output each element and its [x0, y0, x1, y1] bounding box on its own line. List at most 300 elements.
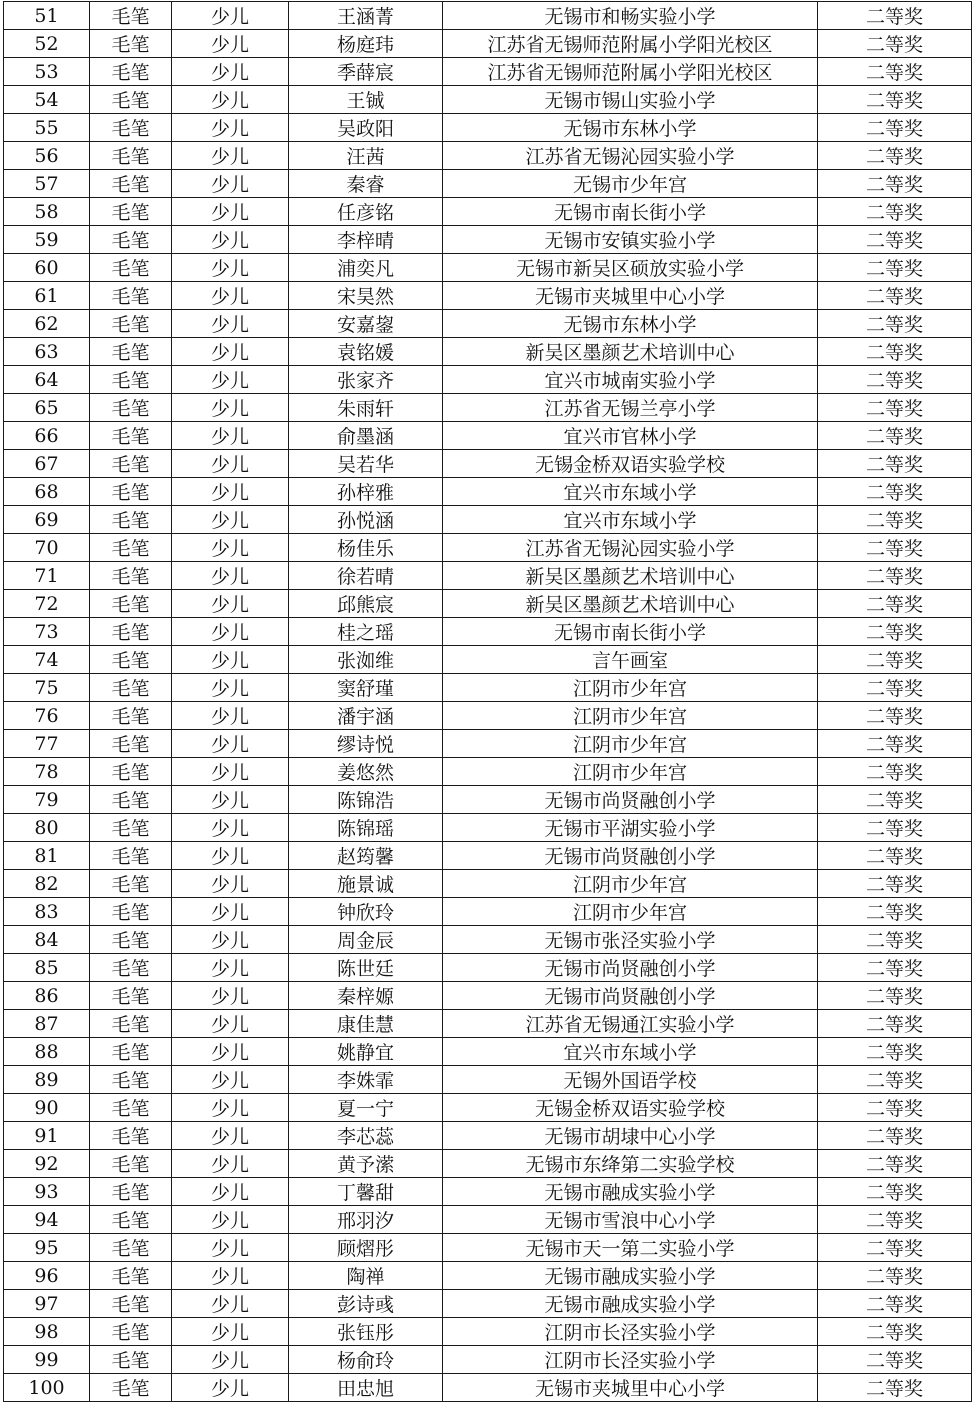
- name-cell: 赵筠馨: [289, 842, 443, 870]
- group-cell: 少儿: [172, 198, 289, 226]
- row-number: 97: [4, 1290, 90, 1318]
- category-cell: 毛笔: [90, 394, 172, 422]
- group-cell: 少儿: [172, 898, 289, 926]
- name-cell: 夏一宁: [289, 1094, 443, 1122]
- row-number: 68: [4, 478, 90, 506]
- award-cell: 二等奖: [818, 1346, 972, 1374]
- name-cell: 王涵菁: [289, 2, 443, 30]
- row-number: 86: [4, 982, 90, 1010]
- row-number: 69: [4, 506, 90, 534]
- group-cell: 少儿: [172, 1066, 289, 1094]
- name-cell: 王铖: [289, 86, 443, 114]
- table-row: [4, 618, 972, 646]
- row-number: 54: [4, 86, 90, 114]
- name-cell: 丁馨甜: [289, 1178, 443, 1206]
- group-cell: 少儿: [172, 674, 289, 702]
- award-cell: 二等奖: [818, 450, 972, 478]
- name-cell: 孙悦涵: [289, 506, 443, 534]
- name-cell: 孙梓雅: [289, 478, 443, 506]
- table-row: [4, 534, 972, 562]
- school-cell: 江阴市长泾实验小学: [443, 1318, 818, 1346]
- category-cell: 毛笔: [90, 506, 172, 534]
- category-cell: 毛笔: [90, 478, 172, 506]
- award-cell: 二等奖: [818, 870, 972, 898]
- row-number: 83: [4, 898, 90, 926]
- table-row: [4, 758, 972, 786]
- award-cell: 二等奖: [818, 674, 972, 702]
- category-cell: 毛笔: [90, 646, 172, 674]
- table-row: [4, 506, 972, 534]
- name-cell: 吴若华: [289, 450, 443, 478]
- group-cell: 少儿: [172, 1318, 289, 1346]
- table-row: [4, 646, 972, 674]
- category-cell: 毛笔: [90, 1094, 172, 1122]
- category-cell: 毛笔: [90, 1262, 172, 1290]
- table-row: [4, 394, 972, 422]
- award-cell: 二等奖: [818, 1206, 972, 1234]
- group-cell: 少儿: [172, 394, 289, 422]
- group-cell: 少儿: [172, 506, 289, 534]
- school-cell: 无锡市少年宫: [443, 170, 818, 198]
- group-cell: 少儿: [172, 1122, 289, 1150]
- table-row: [4, 1010, 972, 1038]
- table-row: [4, 254, 972, 282]
- award-cell: 二等奖: [818, 1038, 972, 1066]
- table-row: [4, 30, 972, 58]
- group-cell: 少儿: [172, 982, 289, 1010]
- group-cell: 少儿: [172, 366, 289, 394]
- name-cell: 安嘉鋆: [289, 310, 443, 338]
- row-number: 55: [4, 114, 90, 142]
- name-cell: 彭诗彧: [289, 1290, 443, 1318]
- row-number: 63: [4, 338, 90, 366]
- name-cell: 朱雨轩: [289, 394, 443, 422]
- award-cell: 二等奖: [818, 2, 972, 30]
- category-cell: 毛笔: [90, 170, 172, 198]
- name-cell: 浦奕凡: [289, 254, 443, 282]
- category-cell: 毛笔: [90, 534, 172, 562]
- row-number: 88: [4, 1038, 90, 1066]
- name-cell: 姚静宜: [289, 1038, 443, 1066]
- group-cell: 少儿: [172, 2, 289, 30]
- award-cell: 二等奖: [818, 1094, 972, 1122]
- name-cell: 张洳维: [289, 646, 443, 674]
- group-cell: 少儿: [172, 282, 289, 310]
- award-cell: 二等奖: [818, 1374, 972, 1402]
- award-cell: 二等奖: [818, 506, 972, 534]
- table-row: [4, 702, 972, 730]
- category-cell: 毛笔: [90, 1038, 172, 1066]
- award-cell: 二等奖: [818, 58, 972, 86]
- row-number: 78: [4, 758, 90, 786]
- category-cell: 毛笔: [90, 198, 172, 226]
- award-cell: 二等奖: [818, 142, 972, 170]
- award-cell: 二等奖: [818, 926, 972, 954]
- name-cell: 黄予潆: [289, 1150, 443, 1178]
- school-cell: 无锡市南长街小学: [443, 198, 818, 226]
- name-cell: 施景诚: [289, 870, 443, 898]
- school-cell: 无锡市新吴区硕放实验小学: [443, 254, 818, 282]
- award-cell: 二等奖: [818, 786, 972, 814]
- school-cell: 宜兴市东域小学: [443, 1038, 818, 1066]
- award-cell: 二等奖: [818, 30, 972, 58]
- school-cell: 无锡市胡埭中心小学: [443, 1122, 818, 1150]
- award-cell: 二等奖: [818, 282, 972, 310]
- table-row: [4, 842, 972, 870]
- name-cell: 汪茜: [289, 142, 443, 170]
- category-cell: 毛笔: [90, 1066, 172, 1094]
- category-cell: 毛笔: [90, 1374, 172, 1402]
- award-cell: 二等奖: [818, 562, 972, 590]
- table-row: [4, 478, 972, 506]
- award-cell: 二等奖: [818, 1290, 972, 1318]
- name-cell: 张家齐: [289, 366, 443, 394]
- award-cell: 二等奖: [818, 1234, 972, 1262]
- name-cell: 季薛宸: [289, 58, 443, 86]
- group-cell: 少儿: [172, 1094, 289, 1122]
- group-cell: 少儿: [172, 1038, 289, 1066]
- table-row: [4, 1290, 972, 1318]
- award-cell: 二等奖: [818, 618, 972, 646]
- award-cell: 二等奖: [818, 86, 972, 114]
- row-number: 72: [4, 590, 90, 618]
- group-cell: 少儿: [172, 702, 289, 730]
- group-cell: 少儿: [172, 562, 289, 590]
- name-cell: 钟欣玲: [289, 898, 443, 926]
- category-cell: 毛笔: [90, 1206, 172, 1234]
- school-cell: 无锡市融成实验小学: [443, 1178, 818, 1206]
- name-cell: 袁铭媛: [289, 338, 443, 366]
- name-cell: 宋昊然: [289, 282, 443, 310]
- school-cell: 无锡市夹城里中心小学: [443, 1374, 818, 1402]
- school-cell: 江阴市少年宫: [443, 702, 818, 730]
- row-number: 87: [4, 1010, 90, 1038]
- group-cell: 少儿: [172, 954, 289, 982]
- category-cell: 毛笔: [90, 982, 172, 1010]
- table-row: [4, 814, 972, 842]
- school-cell: 无锡市雪浪中心小学: [443, 1206, 818, 1234]
- award-cell: 二等奖: [818, 1066, 972, 1094]
- school-cell: 江阴市少年宫: [443, 674, 818, 702]
- school-cell: 江苏省无锡沁园实验小学: [443, 142, 818, 170]
- category-cell: 毛笔: [90, 618, 172, 646]
- table-row: [4, 58, 972, 86]
- school-cell: 无锡市尚贤融创小学: [443, 786, 818, 814]
- school-cell: 宜兴市城南实验小学: [443, 366, 818, 394]
- group-cell: 少儿: [172, 534, 289, 562]
- category-cell: 毛笔: [90, 1122, 172, 1150]
- category-cell: 毛笔: [90, 1150, 172, 1178]
- row-number: 90: [4, 1094, 90, 1122]
- category-cell: 毛笔: [90, 226, 172, 254]
- row-number: 51: [4, 2, 90, 30]
- school-cell: 江苏省无锡兰亭小学: [443, 394, 818, 422]
- name-cell: 任彦铭: [289, 198, 443, 226]
- row-number: 57: [4, 170, 90, 198]
- table-row: [4, 142, 972, 170]
- name-cell: 吴政阳: [289, 114, 443, 142]
- category-cell: 毛笔: [90, 450, 172, 478]
- school-cell: 无锡市东林小学: [443, 310, 818, 338]
- group-cell: 少儿: [172, 618, 289, 646]
- group-cell: 少儿: [172, 450, 289, 478]
- table-row: [4, 310, 972, 338]
- group-cell: 少儿: [172, 1010, 289, 1038]
- row-number: 99: [4, 1346, 90, 1374]
- table-row: [4, 786, 972, 814]
- row-number: 100: [4, 1374, 90, 1402]
- award-cell: 二等奖: [818, 1318, 972, 1346]
- group-cell: 少儿: [172, 1290, 289, 1318]
- school-cell: 新吴区墨颜艺术培训中心: [443, 562, 818, 590]
- school-cell: 无锡市和畅实验小学: [443, 2, 818, 30]
- name-cell: 陈世廷: [289, 954, 443, 982]
- group-cell: 少儿: [172, 730, 289, 758]
- school-cell: 无锡市融成实验小学: [443, 1290, 818, 1318]
- award-cell: 二等奖: [818, 898, 972, 926]
- group-cell: 少儿: [172, 786, 289, 814]
- award-cell: 二等奖: [818, 758, 972, 786]
- name-cell: 康佳慧: [289, 1010, 443, 1038]
- name-cell: 俞墨涵: [289, 422, 443, 450]
- row-number: 94: [4, 1206, 90, 1234]
- group-cell: 少儿: [172, 58, 289, 86]
- award-cell: 二等奖: [818, 1122, 972, 1150]
- row-number: 71: [4, 562, 90, 590]
- group-cell: 少儿: [172, 170, 289, 198]
- award-list-table: [3, 1, 972, 1402]
- name-cell: 杨庭玮: [289, 30, 443, 58]
- table-row: [4, 86, 972, 114]
- table-row: [4, 2, 972, 30]
- group-cell: 少儿: [172, 646, 289, 674]
- category-cell: 毛笔: [90, 1346, 172, 1374]
- row-number: 80: [4, 814, 90, 842]
- school-cell: 无锡市张泾实验小学: [443, 926, 818, 954]
- name-cell: 陈锦浩: [289, 786, 443, 814]
- table-row: [4, 1318, 972, 1346]
- school-cell: 无锡市锡山实验小学: [443, 86, 818, 114]
- group-cell: 少儿: [172, 310, 289, 338]
- row-number: 65: [4, 394, 90, 422]
- group-cell: 少儿: [172, 758, 289, 786]
- school-cell: 无锡市尚贤融创小学: [443, 954, 818, 982]
- school-cell: 宜兴市东域小学: [443, 478, 818, 506]
- school-cell: 无锡市尚贤融创小学: [443, 842, 818, 870]
- table-row: [4, 422, 972, 450]
- name-cell: 缪诗悦: [289, 730, 443, 758]
- school-cell: 无锡市融成实验小学: [443, 1262, 818, 1290]
- row-number: 77: [4, 730, 90, 758]
- category-cell: 毛笔: [90, 2, 172, 30]
- category-cell: 毛笔: [90, 30, 172, 58]
- category-cell: 毛笔: [90, 870, 172, 898]
- category-cell: 毛笔: [90, 282, 172, 310]
- row-number: 60: [4, 254, 90, 282]
- row-number: 84: [4, 926, 90, 954]
- table-row: [4, 1038, 972, 1066]
- row-number: 82: [4, 870, 90, 898]
- award-cell: 二等奖: [818, 226, 972, 254]
- table-row: [4, 198, 972, 226]
- award-cell: 二等奖: [818, 114, 972, 142]
- row-number: 58: [4, 198, 90, 226]
- name-cell: 李姝霏: [289, 1066, 443, 1094]
- group-cell: 少儿: [172, 814, 289, 842]
- school-cell: 江苏省无锡通江实验小学: [443, 1010, 818, 1038]
- category-cell: 毛笔: [90, 1234, 172, 1262]
- row-number: 92: [4, 1150, 90, 1178]
- category-cell: 毛笔: [90, 926, 172, 954]
- name-cell: 陈锦瑶: [289, 814, 443, 842]
- school-cell: 无锡市平湖实验小学: [443, 814, 818, 842]
- school-cell: 无锡市东绛第二实验学校: [443, 1150, 818, 1178]
- category-cell: 毛笔: [90, 954, 172, 982]
- award-cell: 二等奖: [818, 534, 972, 562]
- name-cell: 徐若晴: [289, 562, 443, 590]
- name-cell: 潘宇涵: [289, 702, 443, 730]
- school-cell: 无锡外国语学校: [443, 1066, 818, 1094]
- category-cell: 毛笔: [90, 562, 172, 590]
- row-number: 73: [4, 618, 90, 646]
- table-row: [4, 674, 972, 702]
- table-row: [4, 450, 972, 478]
- award-cell: 二等奖: [818, 170, 972, 198]
- category-cell: 毛笔: [90, 814, 172, 842]
- group-cell: 少儿: [172, 1374, 289, 1402]
- row-number: 70: [4, 534, 90, 562]
- group-cell: 少儿: [172, 114, 289, 142]
- row-number: 85: [4, 954, 90, 982]
- school-cell: 无锡市安镇实验小学: [443, 226, 818, 254]
- name-cell: 张钰彤: [289, 1318, 443, 1346]
- row-number: 75: [4, 674, 90, 702]
- name-cell: 秦梓嫄: [289, 982, 443, 1010]
- school-cell: 江苏省无锡师范附属小学阳光校区: [443, 58, 818, 86]
- award-cell: 二等奖: [818, 954, 972, 982]
- category-cell: 毛笔: [90, 114, 172, 142]
- group-cell: 少儿: [172, 1262, 289, 1290]
- category-cell: 毛笔: [90, 1178, 172, 1206]
- row-number: 59: [4, 226, 90, 254]
- name-cell: 邢羽汐: [289, 1206, 443, 1234]
- school-cell: 无锡金桥双语实验学校: [443, 1094, 818, 1122]
- school-cell: 无锡市天一第二实验小学: [443, 1234, 818, 1262]
- table-row: [4, 870, 972, 898]
- group-cell: 少儿: [172, 842, 289, 870]
- school-cell: 江苏省无锡师范附属小学阳光校区: [443, 30, 818, 58]
- category-cell: 毛笔: [90, 674, 172, 702]
- name-cell: 田忠旭: [289, 1374, 443, 1402]
- group-cell: 少儿: [172, 926, 289, 954]
- name-cell: 周金辰: [289, 926, 443, 954]
- name-cell: 杨佳乐: [289, 534, 443, 562]
- name-cell: 邱熊宸: [289, 590, 443, 618]
- award-cell: 二等奖: [818, 310, 972, 338]
- row-number: 81: [4, 842, 90, 870]
- category-cell: 毛笔: [90, 842, 172, 870]
- group-cell: 少儿: [172, 30, 289, 58]
- table-row: [4, 170, 972, 198]
- name-cell: 姜悠然: [289, 758, 443, 786]
- table-row: [4, 1206, 972, 1234]
- category-cell: 毛笔: [90, 254, 172, 282]
- table-row: [4, 1374, 972, 1402]
- name-cell: 桂之瑶: [289, 618, 443, 646]
- row-number: 53: [4, 58, 90, 86]
- table-row: [4, 114, 972, 142]
- award-cell: 二等奖: [818, 702, 972, 730]
- category-cell: 毛笔: [90, 86, 172, 114]
- award-cell: 二等奖: [818, 422, 972, 450]
- table-row: [4, 926, 972, 954]
- award-cell: 二等奖: [818, 814, 972, 842]
- category-cell: 毛笔: [90, 898, 172, 926]
- row-number: 56: [4, 142, 90, 170]
- award-cell: 二等奖: [818, 198, 972, 226]
- category-cell: 毛笔: [90, 1290, 172, 1318]
- name-cell: 陶禅: [289, 1262, 443, 1290]
- row-number: 66: [4, 422, 90, 450]
- row-number: 89: [4, 1066, 90, 1094]
- row-number: 95: [4, 1234, 90, 1262]
- name-cell: 窦舒瑾: [289, 674, 443, 702]
- table-row: [4, 730, 972, 758]
- school-cell: 宜兴市东域小学: [443, 506, 818, 534]
- school-cell: 宜兴市官林小学: [443, 422, 818, 450]
- group-cell: 少儿: [172, 142, 289, 170]
- award-cell: 二等奖: [818, 254, 972, 282]
- table-row: [4, 1234, 972, 1262]
- group-cell: 少儿: [172, 1234, 289, 1262]
- row-number: 79: [4, 786, 90, 814]
- school-cell: 江阴市少年宫: [443, 898, 818, 926]
- table-row: [4, 1066, 972, 1094]
- group-cell: 少儿: [172, 254, 289, 282]
- school-cell: 言午画室: [443, 646, 818, 674]
- category-cell: 毛笔: [90, 422, 172, 450]
- table-row: [4, 338, 972, 366]
- award-cell: 二等奖: [818, 1150, 972, 1178]
- table-row: [4, 1262, 972, 1290]
- row-number: 98: [4, 1318, 90, 1346]
- group-cell: 少儿: [172, 870, 289, 898]
- school-cell: 无锡金桥双语实验学校: [443, 450, 818, 478]
- school-cell: 新吴区墨颜艺术培训中心: [443, 338, 818, 366]
- group-cell: 少儿: [172, 1150, 289, 1178]
- category-cell: 毛笔: [90, 366, 172, 394]
- category-cell: 毛笔: [90, 730, 172, 758]
- group-cell: 少儿: [172, 86, 289, 114]
- table-row: [4, 982, 972, 1010]
- table-row: [4, 590, 972, 618]
- category-cell: 毛笔: [90, 1010, 172, 1038]
- category-cell: 毛笔: [90, 58, 172, 86]
- row-number: 61: [4, 282, 90, 310]
- category-cell: 毛笔: [90, 1318, 172, 1346]
- award-cell: 二等奖: [818, 1010, 972, 1038]
- name-cell: 秦睿: [289, 170, 443, 198]
- school-cell: 无锡市南长街小学: [443, 618, 818, 646]
- group-cell: 少儿: [172, 422, 289, 450]
- name-cell: 李芯蕊: [289, 1122, 443, 1150]
- group-cell: 少儿: [172, 226, 289, 254]
- name-cell: 杨俞玲: [289, 1346, 443, 1374]
- name-cell: 李梓晴: [289, 226, 443, 254]
- school-cell: 新吴区墨颜艺术培训中心: [443, 590, 818, 618]
- table-row: [4, 226, 972, 254]
- school-cell: 江阴市少年宫: [443, 870, 818, 898]
